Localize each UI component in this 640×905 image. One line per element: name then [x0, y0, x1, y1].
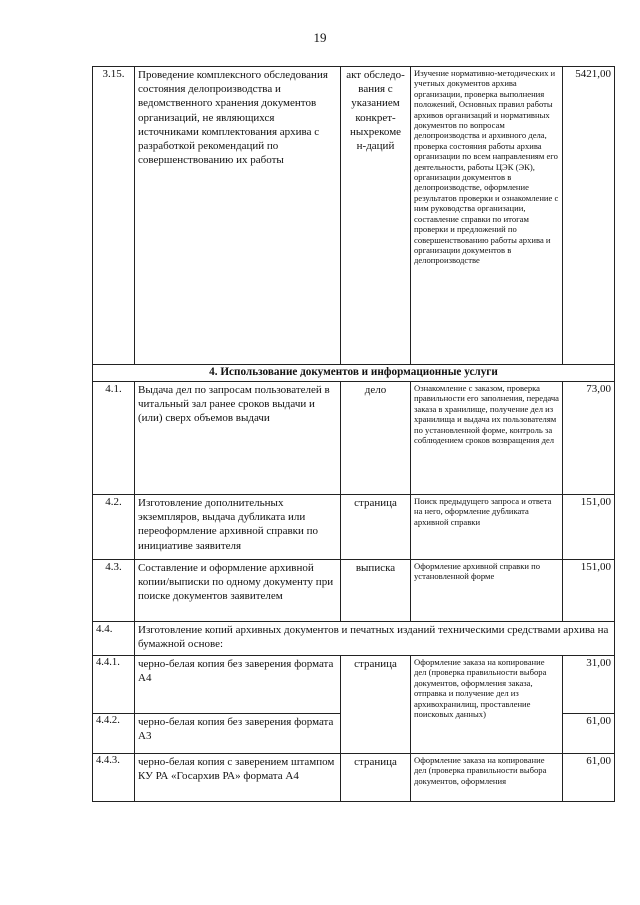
table-row [93, 560, 615, 622]
row-number: 4.4.2. [93, 714, 135, 754]
row-number: 4.3. [93, 560, 135, 622]
unit-of-measure: страница [341, 754, 411, 802]
section-title: 4. Использование документов и информационные услуги [93, 365, 615, 382]
price: 61,00 [563, 714, 615, 754]
table-row [93, 656, 615, 714]
table-row [93, 382, 615, 495]
price: 73,00 [563, 382, 615, 495]
page-number: 19 [313, 30, 327, 45]
service-name: Составление и оформление архивной копии/выписки по одному документу при поиске документов заявителем [135, 560, 341, 622]
service-name: черно-белая копия без заверения формата А4 [135, 656, 341, 714]
row-number: 3.15. [93, 67, 135, 365]
unit-of-measure: акт обследо-вания с указанием конкрет-ныхрекоме н-даций [341, 67, 411, 365]
table-row [93, 622, 615, 656]
unit-of-measure: дело [341, 382, 411, 495]
tariff-table [92, 66, 615, 802]
price: 61,00 [563, 754, 615, 802]
work-content: Оформление заказа на копирование дел (проверка правильности выбора документов, оформления заказа, отправка и получение дел из архивохранилищ, проставление поисковых данных) [411, 656, 563, 754]
work-content: Поиск предыдущего запроса и ответа на него, оформление дубликата архивной справки [411, 495, 563, 560]
work-content: Изучение нормативно-методических и учетных документов архива организации, проверка выполнения положений, Основных правил работы архивов организаций и нормативных документов по вопросам делопроизводства и архивного дела, проверка состояния работы архива организации по всем направлениям его деятельности, работы ЦЭК (ЭК), организации документов в делопроизводстве, оформление результатов проверки и ознакомление с ним руководства организации, составление справки по итогам проверки и предложений по совершенствованию работы архива и организации документов в делопроизводстве [411, 67, 563, 365]
work-content: Оформление архивной справки по установленной форме [411, 560, 563, 622]
row-number: 4.2. [93, 495, 135, 560]
price: 151,00 [563, 560, 615, 622]
service-name: Изготовление копий архивных документов и печатных изданий техническими средствами архива на бумажной основе: [135, 622, 615, 656]
unit-of-measure: выписка [341, 560, 411, 622]
service-name: черно-белая копия без заверения формата А3 [135, 714, 341, 754]
work-content: Ознакомление с заказом, проверка правильности его заполнения, передача заказа в хранилище, получение дел из хранилища и выдача их пользователям по установленной форме, контроль за соблюдением сроков возвращения дел [411, 382, 563, 495]
work-content: Оформление заказа на копирование дел (проверка правильности выбора документов, оформления [411, 754, 563, 802]
table-row [93, 754, 615, 802]
service-name: Проведение комплексного обследования состояния делопроизводства и ведомственного хранения документов организаций, не являющихся источниками комплектования архива с разработкой рекомендаций по совершенствованию их работы [135, 67, 341, 365]
row-number: 4.1. [93, 382, 135, 495]
table-row [93, 495, 615, 560]
row-number: 4.4.1. [93, 656, 135, 714]
section-row [93, 365, 615, 382]
row-number: 4.4.3. [93, 754, 135, 802]
unit-of-measure: страница [341, 495, 411, 560]
price: 151,00 [563, 495, 615, 560]
service-name: Выдача дел по запросам пользователей в читальный зал ранее сроков выдачи и (или) сверх объемов выдачи [135, 382, 341, 495]
price: 5421,00 [563, 67, 615, 365]
service-name: Изготовление дополнительных экземпляров, выдача дубликата или переоформление архивной справки по инициативе заявителя [135, 495, 341, 560]
row-number: 4.4. [93, 622, 135, 656]
price: 31,00 [563, 656, 615, 714]
unit-of-measure: страница [341, 656, 411, 754]
service-name: черно-белая копия с заверением штампом КУ РА «Госархив РА» формата А4 [135, 754, 341, 802]
table-row [93, 67, 615, 365]
